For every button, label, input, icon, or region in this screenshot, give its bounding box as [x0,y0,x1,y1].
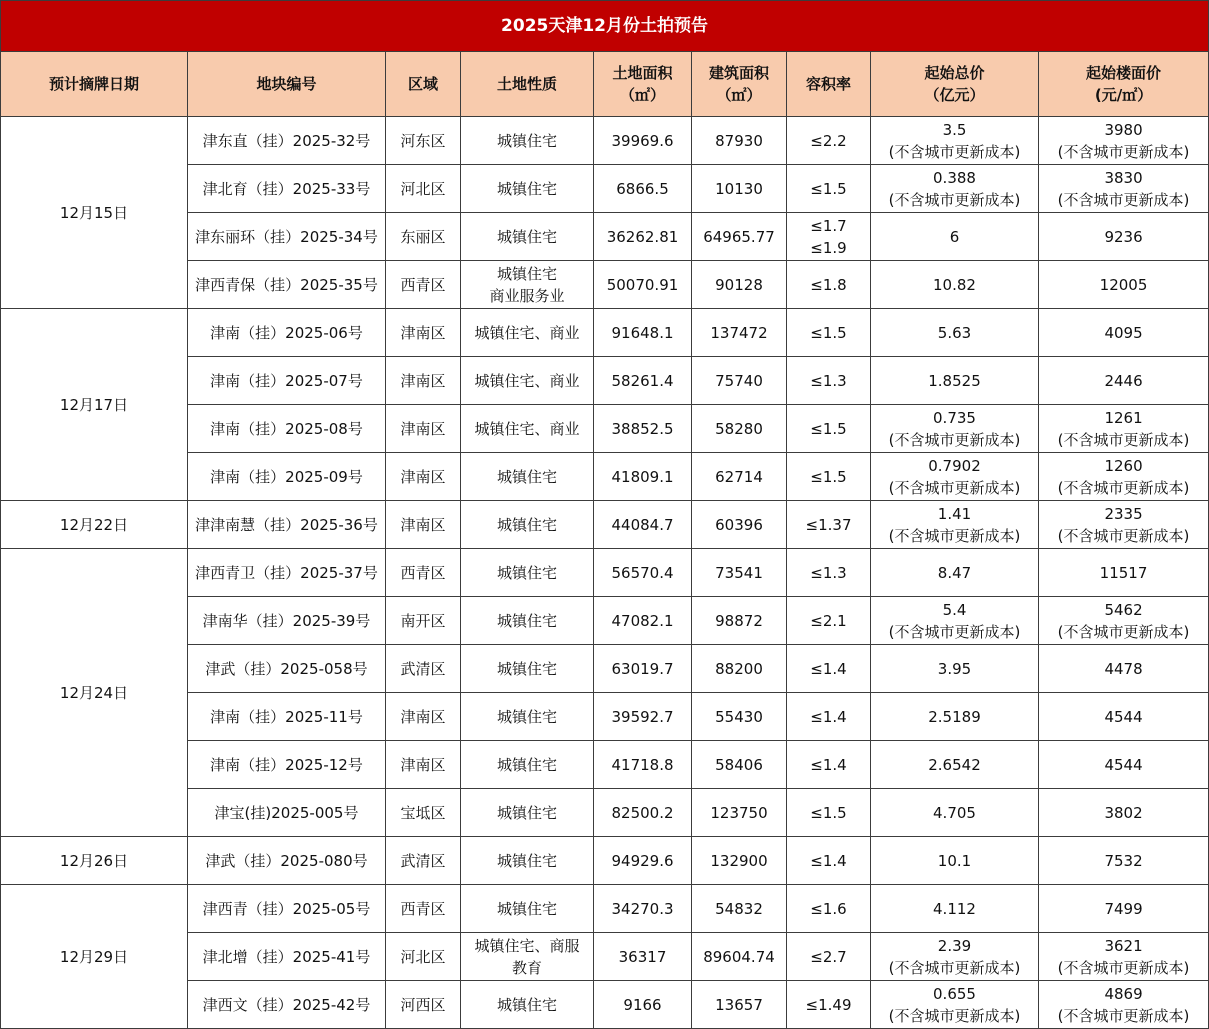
total-price-cell-line: 1.8525 [928,371,981,390]
table-row [1,549,1209,597]
land-use-cell-line: 教育 [511,958,542,977]
far-cell [787,549,871,597]
total-price-cell-line: 0.388 [933,168,976,187]
total-price-cell-line: 2.6542 [928,755,981,774]
unit-price-cell-line: (不含城市更新成本) [1057,190,1190,209]
unit-price-cell-line: 3621 [1104,936,1143,955]
land-area-cell: 94929.6 [594,837,692,885]
total-price-cell-line: (不含城市更新成本) [888,478,1021,497]
unit-price-cell-line: 12005 [1099,275,1148,294]
land-use-cell [461,597,594,645]
land-area-cell: 58261.4 [594,357,692,405]
far-cell-line: ≤1.8 [810,275,847,294]
far-cell-line: ≤1.5 [810,467,847,486]
unit-price-cell-line: 3802 [1104,803,1143,822]
total-price-cell [871,117,1039,165]
district-cell: 宝坻区 [386,789,461,837]
land-area-cell: 41718.8 [594,741,692,789]
header-district-line: 区域 [407,75,438,93]
total-price-cell-line: 5.63 [937,323,972,342]
unit-price-cell [1039,405,1209,453]
building-area-cell: 10130 [692,165,787,213]
unit-price-cell-line: 5462 [1104,600,1143,619]
land-use-cell [461,501,594,549]
land-use-cell-line: 城镇住宅 [496,803,557,822]
far-cell [787,165,871,213]
plot-id-cell: 津武（挂）2025-080号 [188,837,386,885]
table-row [1,837,1209,885]
unit-price-cell-line: 7532 [1104,851,1143,870]
plot-id-cell: 津东直（挂）2025-32号 [188,117,386,165]
unit-price-cell-line: 1261 [1104,408,1143,427]
land-use-cell [461,789,594,837]
header-total-price-line: 起始总价 [924,64,985,82]
far-cell [787,837,871,885]
land-use-cell [461,309,594,357]
far-cell-line: ≤1.9 [810,238,847,257]
unit-price-cell [1039,789,1209,837]
header-unit-price-line: 起始楼面价 [1086,64,1162,82]
plot-id-cell: 津南（挂）2025-07号 [188,357,386,405]
date-cell: 12月22日 [1,501,188,549]
building-area-cell: 132900 [692,837,787,885]
total-price-cell [871,309,1039,357]
header-total-price [871,52,1039,117]
land-use-cell-line: 城镇住宅 [496,131,557,150]
total-price-cell [871,549,1039,597]
land-use-cell [461,213,594,261]
far-cell [787,981,871,1029]
land-area-cell: 50070.91 [594,261,692,309]
header-unit-price-line: (元/㎡） [1094,86,1153,104]
district-cell: 津南区 [386,357,461,405]
building-area-cell: 87930 [692,117,787,165]
total-price-cell-line: 10.1 [937,851,972,870]
land-use-cell-line: 城镇住宅、商服 [474,936,580,955]
building-area-cell: 88200 [692,645,787,693]
far-cell-line: ≤1.3 [810,371,847,390]
building-area-cell: 58406 [692,741,787,789]
land-use-cell [461,117,594,165]
header-far [787,52,871,117]
plot-id-cell: 津南（挂）2025-11号 [188,693,386,741]
building-area-cell: 55430 [692,693,787,741]
unit-price-cell [1039,213,1209,261]
plot-id-cell: 津北增（挂）2025-41号 [188,933,386,981]
land-use-cell [461,981,594,1029]
unit-price-cell-line: (不含城市更新成本) [1057,1006,1190,1025]
far-cell [787,933,871,981]
total-price-cell-line: 6 [949,227,960,246]
plot-id-cell: 津东丽环（挂）2025-34号 [188,213,386,261]
unit-price-cell-line: 4095 [1104,323,1143,342]
far-cell [787,597,871,645]
land-use-cell-line: 商业服务业 [489,286,565,305]
far-cell [787,309,871,357]
plot-id-cell: 津宝(挂)2025-005号 [188,789,386,837]
land-area-cell: 91648.1 [594,309,692,357]
land-use-cell-line: 城镇住宅 [496,467,557,486]
unit-price-cell-line: 4869 [1104,984,1143,1003]
total-price-cell-line: 5.4 [942,600,967,619]
unit-price-cell-line: (不含城市更新成本) [1057,526,1190,545]
land-use-cell-line: 城镇住宅 [496,995,557,1014]
table-title: 2025天津12月份土拍预告 [1,1,1209,52]
unit-price-cell [1039,981,1209,1029]
total-price-cell-line: 2.5189 [928,707,981,726]
land-use-cell [461,741,594,789]
unit-price-cell-line: 2335 [1104,504,1143,523]
land-use-cell-line: 城镇住宅 [496,755,557,774]
total-price-cell [871,789,1039,837]
unit-price-cell [1039,645,1209,693]
plot-id-cell: 津津南慧（挂）2025-36号 [188,501,386,549]
date-cell: 12月24日 [1,549,188,837]
building-area-cell: 58280 [692,405,787,453]
district-cell: 津南区 [386,405,461,453]
total-price-cell-line: 10.82 [933,275,976,294]
plot-id-cell: 津南（挂）2025-12号 [188,741,386,789]
land-use-cell [461,405,594,453]
land-area-cell: 36262.81 [594,213,692,261]
land-area-cell: 39969.6 [594,117,692,165]
header-row [1,52,1209,117]
table-row [1,885,1209,933]
district-cell: 东丽区 [386,213,461,261]
unit-price-cell-line: 4544 [1104,755,1143,774]
district-cell: 河北区 [386,165,461,213]
total-price-cell [871,885,1039,933]
land-area-cell: 34270.3 [594,885,692,933]
far-cell [787,741,871,789]
total-price-cell-line: (不含城市更新成本) [888,622,1021,641]
district-cell: 津南区 [386,501,461,549]
plot-id-cell: 津西青保（挂）2025-35号 [188,261,386,309]
plot-id-cell: 津西青卫（挂）2025-37号 [188,549,386,597]
unit-price-cell-line: 9236 [1104,227,1143,246]
land-area-cell: 6866.5 [594,165,692,213]
total-price-cell-line: (不含城市更新成本) [888,1006,1021,1025]
far-cell [787,501,871,549]
plot-id-cell: 津南（挂）2025-08号 [188,405,386,453]
plot-id-cell: 津西文（挂）2025-42号 [188,981,386,1029]
total-price-cell [871,933,1039,981]
unit-price-cell [1039,117,1209,165]
far-cell-line: ≤1.4 [810,707,847,726]
district-cell: 河西区 [386,981,461,1029]
header-far-line: 容积率 [805,75,851,93]
district-cell: 津南区 [386,693,461,741]
unit-price-cell [1039,837,1209,885]
building-area-cell: 13657 [692,981,787,1029]
unit-price-cell-line: 4478 [1104,659,1143,678]
building-area-cell: 54832 [692,885,787,933]
land-use-cell [461,645,594,693]
unit-price-cell-line: 3980 [1104,120,1143,139]
far-cell-line: ≤1.5 [810,323,847,342]
land-use-cell-line: 城镇住宅、商业 [474,371,580,390]
header-land-area [594,52,692,117]
far-cell [787,357,871,405]
total-price-cell-line: 8.47 [937,563,972,582]
land-use-cell [461,549,594,597]
total-price-cell-line: 3.5 [942,120,967,139]
total-price-cell [871,981,1039,1029]
district-cell: 河北区 [386,933,461,981]
land-use-cell [461,357,594,405]
total-price-cell-line: (不含城市更新成本) [888,526,1021,545]
building-area-cell: 123750 [692,789,787,837]
unit-price-cell [1039,357,1209,405]
total-price-cell-line: (不含城市更新成本) [888,958,1021,977]
header-unit-price [1039,52,1209,117]
plot-id-cell: 津北育（挂）2025-33号 [188,165,386,213]
header-building-area-line: （㎡） [716,86,762,104]
unit-price-cell-line: 1260 [1104,456,1143,475]
far-cell-line: ≤1.49 [805,995,852,1014]
land-use-cell-line: 城镇住宅 [496,264,557,283]
date-cell: 12月15日 [1,117,188,309]
building-area-cell: 62714 [692,453,787,501]
far-cell [787,453,871,501]
table-row [1,501,1209,549]
total-price-cell [871,837,1039,885]
unit-price-cell-line: 2446 [1104,371,1143,390]
unit-price-cell [1039,453,1209,501]
total-price-cell-line: 2.39 [937,936,972,955]
district-cell: 津南区 [386,453,461,501]
district-cell: 西青区 [386,261,461,309]
table-row [1,309,1209,357]
far-cell-line: ≤1.4 [810,851,847,870]
table-body [1,117,1209,1029]
district-cell: 武清区 [386,645,461,693]
header-land-area-line: 土地面积 [612,64,673,82]
land-area-cell: 9166 [594,981,692,1029]
unit-price-cell [1039,261,1209,309]
total-price-cell [871,261,1039,309]
land-use-cell [461,693,594,741]
header-plot-id-line: 地块编号 [256,75,317,93]
unit-price-cell-line: (不含城市更新成本) [1057,430,1190,449]
total-price-cell-line: (不含城市更新成本) [888,142,1021,161]
unit-price-cell [1039,885,1209,933]
unit-price-cell-line: 7499 [1104,899,1143,918]
far-cell [787,693,871,741]
total-price-cell [871,165,1039,213]
header-date-line: 预计摘牌日期 [48,75,139,93]
far-cell [787,645,871,693]
land-use-cell-line: 城镇住宅 [496,851,557,870]
land-area-cell: 36317 [594,933,692,981]
total-price-cell-line: 4.705 [933,803,976,822]
unit-price-cell [1039,933,1209,981]
building-area-cell: 137472 [692,309,787,357]
building-area-cell: 64965.77 [692,213,787,261]
total-price-cell-line: (不含城市更新成本) [888,190,1021,209]
far-cell [787,405,871,453]
plot-id-cell: 津南（挂）2025-06号 [188,309,386,357]
land-use-cell [461,453,594,501]
total-price-cell-line: 0.7902 [928,456,981,475]
far-cell-line: ≤1.4 [810,755,847,774]
far-cell-line: ≤2.7 [810,947,847,966]
unit-price-cell-line: (不含城市更新成本) [1057,142,1190,161]
total-price-cell [871,501,1039,549]
unit-price-cell-line: 11517 [1099,563,1148,582]
total-price-cell [871,213,1039,261]
land-use-cell [461,837,594,885]
far-cell-line: ≤1.5 [810,179,847,198]
far-cell-line: ≤1.5 [810,803,847,822]
building-area-cell: 90128 [692,261,787,309]
land-use-cell-line: 城镇住宅 [496,899,557,918]
plot-id-cell: 津南华（挂）2025-39号 [188,597,386,645]
far-cell-line: ≤1.3 [810,563,847,582]
land-use-cell [461,885,594,933]
land-use-cell-line: 城镇住宅 [496,227,557,246]
building-area-cell: 89604.74 [692,933,787,981]
far-cell-line: ≤2.2 [810,131,847,150]
total-price-cell [871,357,1039,405]
far-cell-line: ≤1.6 [810,899,847,918]
total-price-cell [871,741,1039,789]
unit-price-cell [1039,165,1209,213]
plot-id-cell: 津南（挂）2025-09号 [188,453,386,501]
district-cell: 南开区 [386,597,461,645]
date-cell: 12月26日 [1,837,188,885]
header-land-use-line: 土地性质 [496,75,557,93]
unit-price-cell [1039,693,1209,741]
total-price-cell [871,597,1039,645]
district-cell: 武清区 [386,837,461,885]
unit-price-cell-line: (不含城市更新成本) [1057,622,1190,641]
total-price-cell-line: 0.735 [933,408,976,427]
total-price-cell-line: 3.95 [937,659,972,678]
land-use-cell [461,261,594,309]
header-date [1,52,188,117]
land-area-cell: 82500.2 [594,789,692,837]
building-area-cell: 75740 [692,357,787,405]
district-cell: 西青区 [386,885,461,933]
building-area-cell: 98872 [692,597,787,645]
far-cell [787,261,871,309]
building-area-cell: 60396 [692,501,787,549]
total-price-cell [871,453,1039,501]
table-row [1,117,1209,165]
far-cell-line: ≤1.4 [810,659,847,678]
district-cell: 津南区 [386,309,461,357]
far-cell-line: ≤1.37 [805,515,852,534]
total-price-cell-line: 1.41 [937,504,972,523]
plot-id-cell: 津武（挂）2025-058号 [188,645,386,693]
land-use-cell-line: 城镇住宅、商业 [474,419,580,438]
land-use-cell-line: 城镇住宅 [496,179,557,198]
total-price-cell [871,645,1039,693]
land-area-cell: 41809.1 [594,453,692,501]
plot-id-cell: 津西青（挂）2025-05号 [188,885,386,933]
header-land-area-line: （㎡） [619,86,665,104]
land-use-cell [461,165,594,213]
date-cell: 12月17日 [1,309,188,501]
land-use-cell [461,933,594,981]
total-price-cell [871,693,1039,741]
district-cell: 西青区 [386,549,461,597]
unit-price-cell [1039,741,1209,789]
total-price-cell-line: 0.655 [933,984,976,1003]
far-cell-line: ≤1.5 [810,419,847,438]
date-cell: 12月29日 [1,885,188,1029]
land-area-cell: 56570.4 [594,549,692,597]
land-use-cell-line: 城镇住宅、商业 [474,323,580,342]
far-cell-line: ≤2.1 [810,611,847,630]
unit-price-cell-line: 3830 [1104,168,1143,187]
header-district [386,52,461,117]
header-building-area [692,52,787,117]
unit-price-cell-line: 4544 [1104,707,1143,726]
land-use-cell-line: 城镇住宅 [496,515,557,534]
land-area-cell: 38852.5 [594,405,692,453]
total-price-cell-line: (不含城市更新成本) [888,430,1021,449]
header-plot-id [188,52,386,117]
far-cell [787,117,871,165]
district-cell: 河东区 [386,117,461,165]
unit-price-cell-line: (不含城市更新成本) [1057,478,1190,497]
land-area-cell: 44084.7 [594,501,692,549]
unit-price-cell [1039,549,1209,597]
far-cell [787,213,871,261]
unit-price-cell [1039,597,1209,645]
unit-price-cell [1039,501,1209,549]
far-cell [787,789,871,837]
unit-price-cell [1039,309,1209,357]
header-total-price-line: （亿元） [924,86,985,104]
far-cell-line: ≤1.7 [810,216,847,235]
header-land-use [461,52,594,117]
land-use-cell-line: 城镇住宅 [496,563,557,582]
land-area-cell: 63019.7 [594,645,692,693]
land-area-cell: 47082.1 [594,597,692,645]
building-area-cell: 73541 [692,549,787,597]
far-cell [787,885,871,933]
total-price-cell-line: 4.112 [933,899,976,918]
header-building-area-line: 建筑面积 [708,64,769,82]
land-area-cell: 39592.7 [594,693,692,741]
district-cell: 津南区 [386,741,461,789]
total-price-cell [871,405,1039,453]
unit-price-cell-line: (不含城市更新成本) [1057,958,1190,977]
land-use-cell-line: 城镇住宅 [496,611,557,630]
land-use-cell-line: 城镇住宅 [496,659,557,678]
land-use-cell-line: 城镇住宅 [496,707,557,726]
